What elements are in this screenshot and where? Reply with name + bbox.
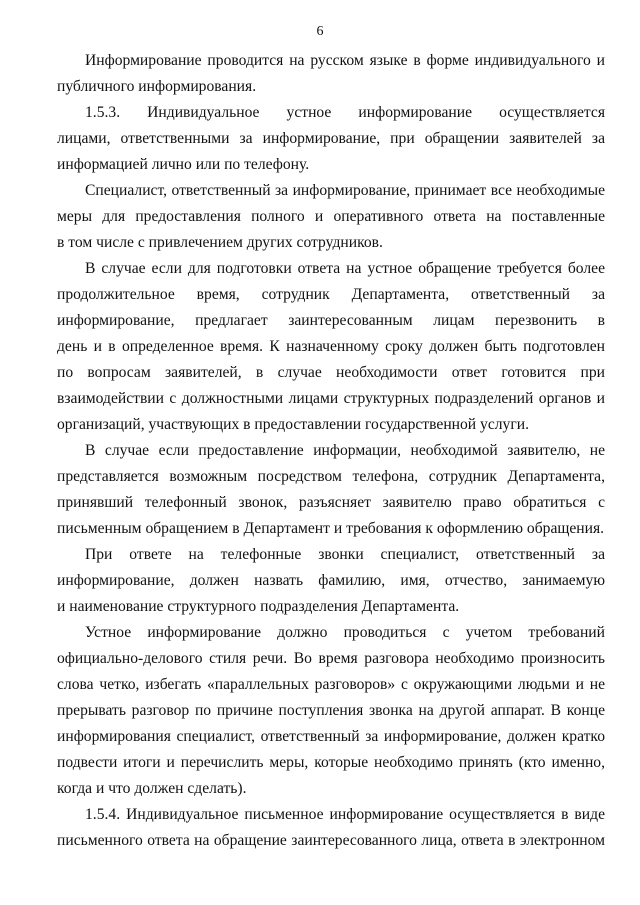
text-line: При ответе на телефонные звонки специалист, ответственный за bbox=[85, 546, 605, 563]
text-line: 1.5.3. Индивидуальное устное информирование осуществляется bbox=[85, 104, 605, 121]
text-line: организаций, участвующих в предоставлении государственной услуги. bbox=[57, 416, 529, 433]
text-line: информирование, предлагает заинтересованным лицам перезвонить в bbox=[57, 312, 605, 329]
paragraph-p4 bbox=[57, 256, 605, 438]
text-line: Информирование проводится на русском языке в форме индивидуального и bbox=[85, 52, 605, 69]
text-line: письменным обращением в Департамент и требования к оформлению обращения. bbox=[57, 520, 605, 537]
text-line: лицами, ответственными за информирование, при обращении заявителей за bbox=[57, 130, 605, 147]
text-line: Устное информирование должно проводиться с учетом требований bbox=[85, 624, 605, 641]
text-line: меры для предоставления полного и оперативного ответа на поставленные bbox=[57, 208, 605, 225]
text-line: и наименование структурного подразделения Департамента. bbox=[57, 598, 460, 615]
paragraph-p1 bbox=[57, 48, 605, 100]
text-line: информирования специалист, ответственный за информирование, должен кратко bbox=[57, 728, 605, 745]
text-line: представляется возможным посредством телефона, сотрудник Департамента, bbox=[57, 468, 605, 485]
text-line: Специалист, ответственный за информирование, принимает все необходимые bbox=[85, 182, 605, 199]
text-line: 1.5.4. Индивидуальное письменное информирование осуществляется в виде bbox=[85, 806, 605, 823]
text-line: прерывать разговор по причине поступления звонка на другой аппарат. В конце bbox=[57, 702, 605, 719]
document-body bbox=[57, 48, 605, 854]
paragraph-p6 bbox=[57, 542, 605, 620]
text-line: взаимодействии с должностными лицами структурных подразделений органов и bbox=[57, 390, 605, 407]
text-line: когда и что должен сделать). bbox=[57, 780, 247, 797]
text-line: в том числе с привлечением других сотрудников. bbox=[57, 234, 383, 251]
text-line: информацией лично или по телефону. bbox=[57, 156, 310, 173]
text-line: информирование, должен назвать фамилию, имя, отчество, занимаемую bbox=[57, 572, 605, 589]
text-line: письменного ответа на обращение заинтересованного лица, ответа в электронном bbox=[57, 832, 605, 849]
text-line: официально-делового стиля речи. Во время разговора необходимо произносить bbox=[57, 650, 605, 667]
paragraph-p2 bbox=[57, 100, 605, 178]
paragraph-p7 bbox=[57, 620, 605, 802]
text-line: день и в определенное время. К назначенному сроку должен быть подготовлен bbox=[57, 338, 605, 355]
text-line: продолжительное время, сотрудник Департамента, ответственный за bbox=[57, 286, 605, 303]
paragraph-p8 bbox=[57, 802, 605, 854]
paragraph-p5 bbox=[57, 438, 605, 542]
paragraph-p3 bbox=[57, 178, 605, 256]
text-line: подвести итоги и перечислить меры, которые необходимо принять (кто именно, bbox=[57, 754, 605, 771]
text-line: по вопросам заявителей, в случае необходимости ответ готовится при bbox=[57, 364, 605, 381]
text-line: В случае если предоставление информации, необходимой заявителю, не bbox=[85, 442, 605, 459]
text-line: принявший телефонный звонок, разъясняет заявителю право обратиться с bbox=[57, 494, 605, 511]
text-line: слова четко, избегать «параллельных разговоров» с окружающими людьми и не bbox=[57, 676, 605, 693]
page-number: 6 bbox=[316, 24, 324, 39]
text-line: публичного информирования. bbox=[57, 78, 257, 95]
text-line: В случае если для подготовки ответа на устное обращение требуется более bbox=[85, 260, 605, 277]
